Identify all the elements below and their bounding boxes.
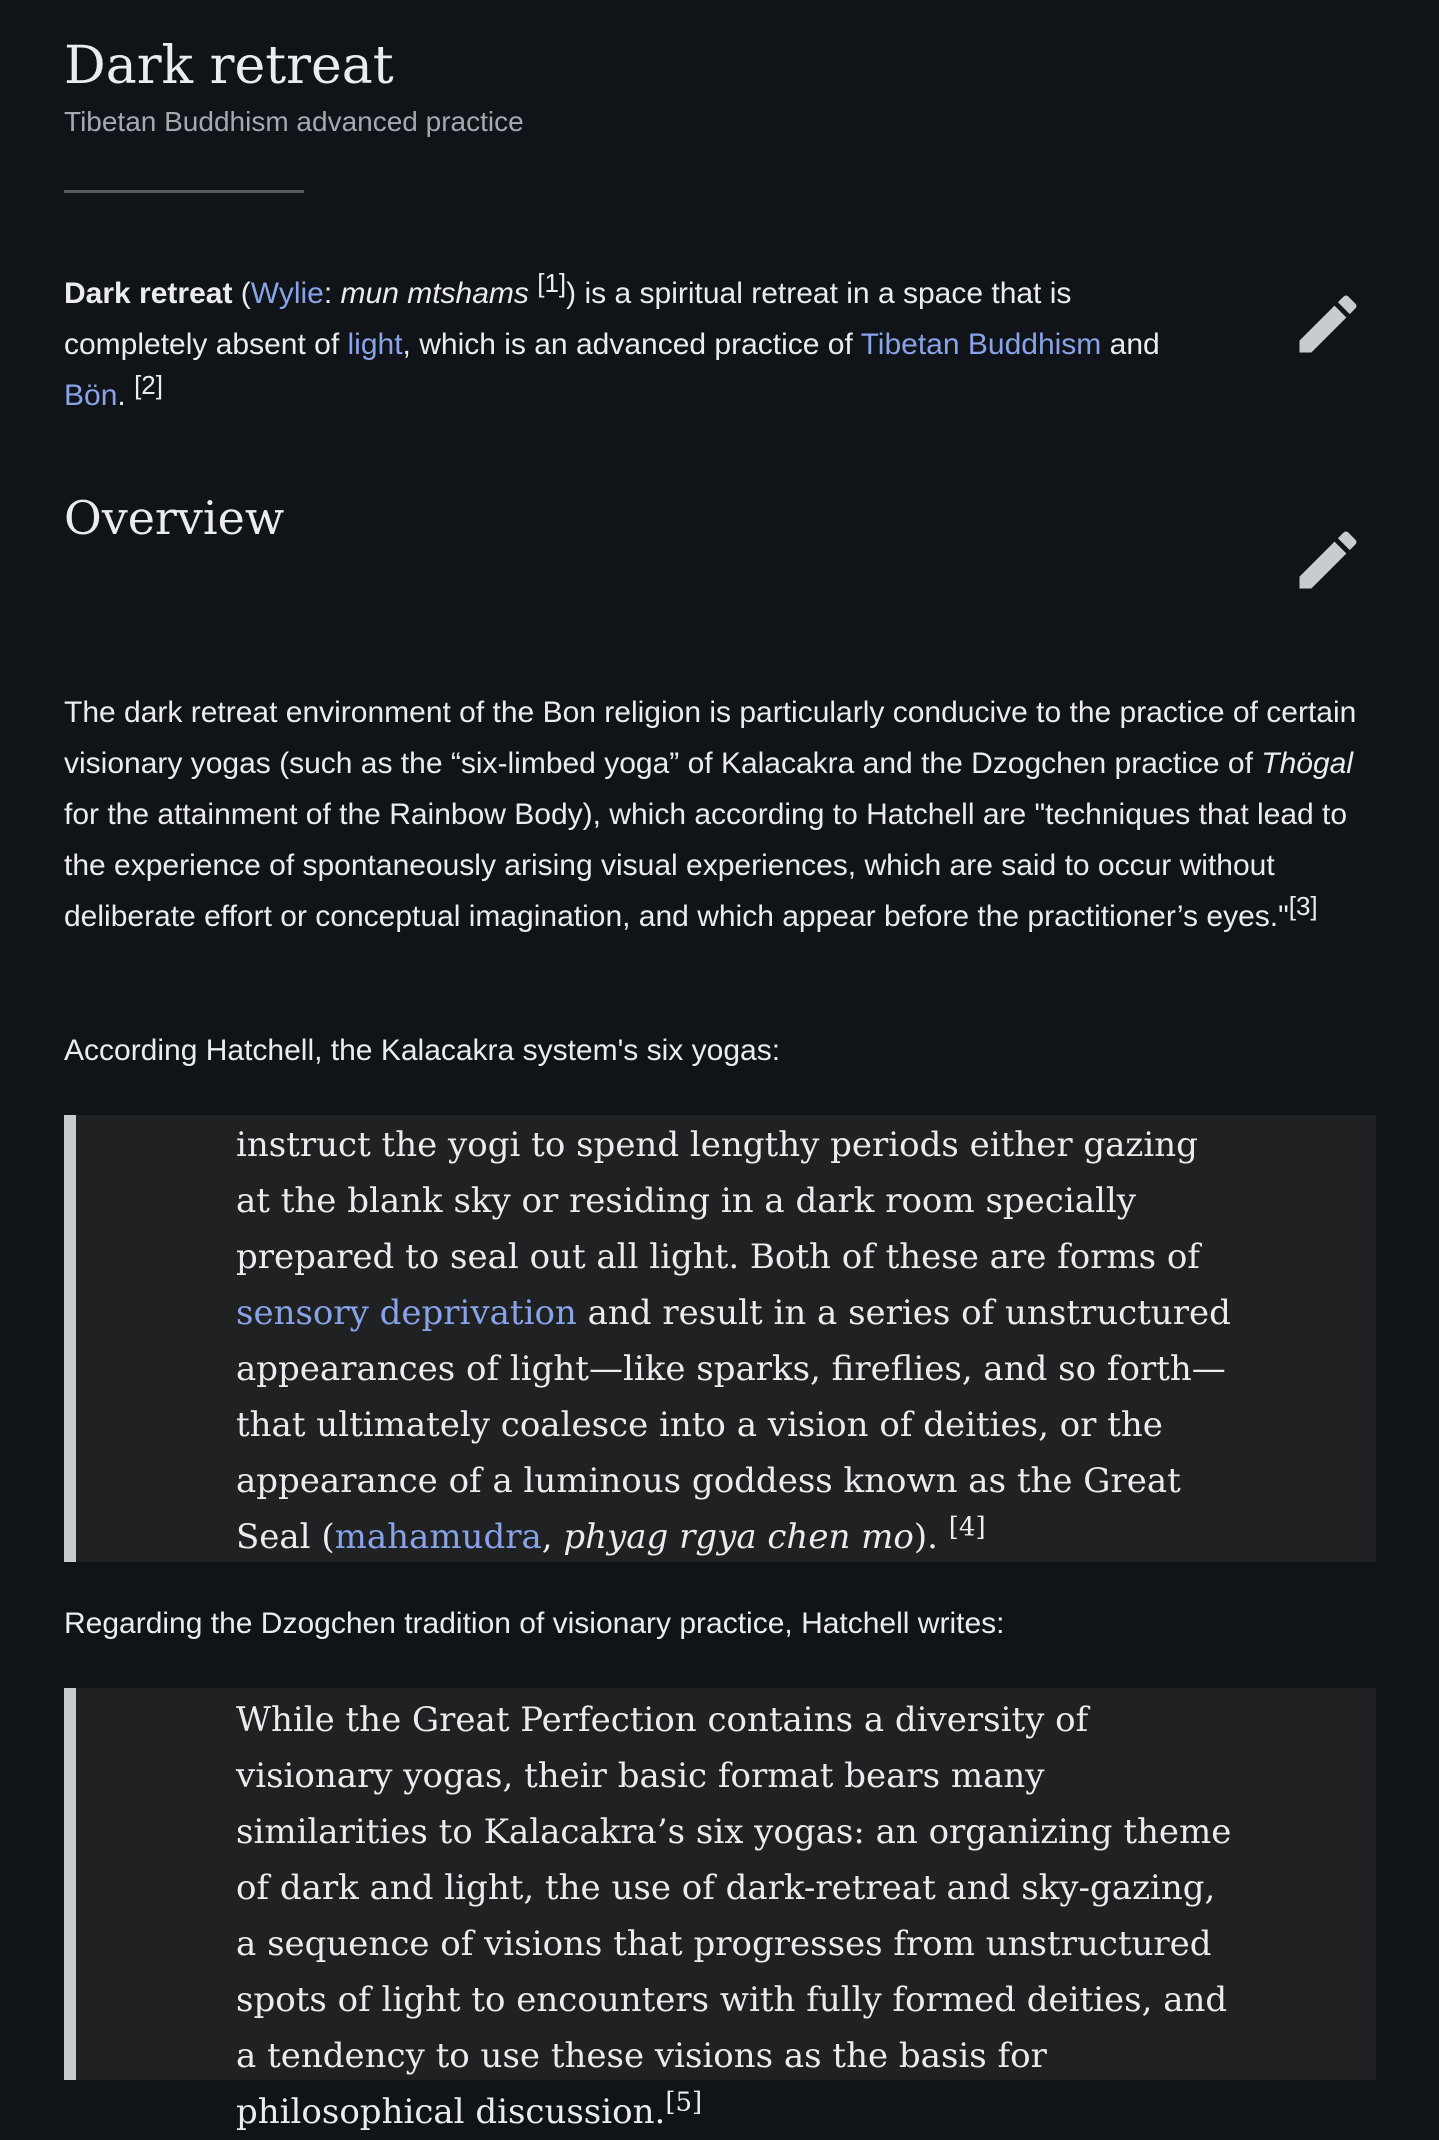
pencil-icon bbox=[1290, 522, 1366, 598]
overview-p1-text-1: The dark retreat environment of the Bon religion is particularly conducive to the practice of certain visionary yogas (such as the “six-limbed yoga” of Kalacakra and the Dzogchen practice of bbox=[64, 696, 1357, 780]
tibetan-buddhism-link[interactable]: Tibetan Buddhism bbox=[860, 328, 1102, 361]
quote-1-text-2: and result in a series of unstructured appearances of light—like sparks, fireflies, and so forth—that ultimately coalesce into a vision of deities, or the appearance of a luminous goddess known as the Great Seal ( bbox=[236, 1293, 1231, 1557]
edit-lead-button[interactable] bbox=[1290, 286, 1366, 362]
wylie-link[interactable]: Wylie bbox=[250, 277, 324, 310]
title-divider bbox=[64, 190, 304, 193]
quote-1-text-1: instruct the yogi to spend lengthy periods either gazing at the blank sky or residing in a dark room specially prepared to seal out all light. Both of these are forms of bbox=[236, 1125, 1200, 1277]
quote-1-text-4: ). bbox=[913, 1517, 949, 1557]
overview-paragraph-3: Regarding the Dzogchen tradition of visionary practice, Hatchell writes: bbox=[64, 1607, 1005, 1640]
quote-kalacakra-text bbox=[236, 1117, 1236, 1565]
section-heading-overview: Overview bbox=[64, 491, 285, 545]
lead-open-paren: ( bbox=[232, 277, 251, 310]
lead-paragraph bbox=[64, 268, 1194, 421]
quote-2-text: While the Great Perfection contains a diversity of visionary yogas, their basic format bears many similarities to Kalacakra’s six yogas: an organizing theme of dark and light, the use of dark-retreat and sky-gazing, a sequence of visions that progresses from unstructured spots of light to encounters with fully formed deities, and a tendency to use these visions as the basis for philosophical discussion. bbox=[236, 1700, 1232, 2132]
quote-dzogchen-text bbox=[236, 1692, 1236, 2140]
lead-text-3: and bbox=[1101, 328, 1160, 361]
pencil-icon bbox=[1290, 286, 1366, 362]
lead-colon: : bbox=[323, 277, 341, 310]
mahamudra-link[interactable]: mahamudra bbox=[334, 1517, 542, 1557]
wylie-term: mun mtshams bbox=[340, 277, 529, 310]
quote-dzogchen bbox=[64, 1688, 1376, 2132]
reference-5[interactable]: [5] bbox=[665, 2087, 703, 2118]
sensory-deprivation-link[interactable]: sensory deprivation bbox=[236, 1293, 577, 1333]
quote-kalacakra bbox=[64, 1115, 1376, 1562]
overview-paragraph-2: According Hatchell, the Kalacakra system's six yogas: bbox=[64, 1034, 781, 1067]
overview-p1-text-2: for the attainment of the Rainbow Body), which according to Hatchell are "techniques that lead to the experience of spontaneously arising visual experiences, which are said to occur without deliberate effort or conceptual imagination, and which appear before the practitioner’s eyes." bbox=[64, 798, 1348, 933]
lead-text-4: . bbox=[117, 379, 135, 412]
page-title: Dark retreat bbox=[64, 36, 394, 96]
lead-term: Dark retreat bbox=[64, 277, 233, 310]
reference-1[interactable]: [1] bbox=[537, 268, 567, 298]
lead-text-2: , which is an advanced practice of bbox=[402, 328, 861, 361]
light-link[interactable]: light bbox=[347, 328, 403, 361]
edit-overview-button[interactable] bbox=[1290, 522, 1366, 598]
lead-text-1: ) is a spiritual retreat in a space that is completely absent of bbox=[64, 277, 1072, 361]
phyag-rgya-term: phyag rgya chen mo bbox=[563, 1517, 914, 1557]
reference-4[interactable]: [4] bbox=[948, 1512, 986, 1543]
page-subtitle: Tibetan Buddhism advanced practice bbox=[64, 106, 524, 137]
quote-1-text-3: , bbox=[541, 1517, 564, 1557]
thogal-term: Thögal bbox=[1261, 747, 1353, 780]
reference-2[interactable]: [2] bbox=[134, 370, 163, 400]
overview-paragraph-1 bbox=[64, 687, 1384, 942]
bon-link[interactable]: Bön bbox=[64, 379, 118, 412]
reference-3[interactable]: [3] bbox=[1288, 891, 1318, 921]
